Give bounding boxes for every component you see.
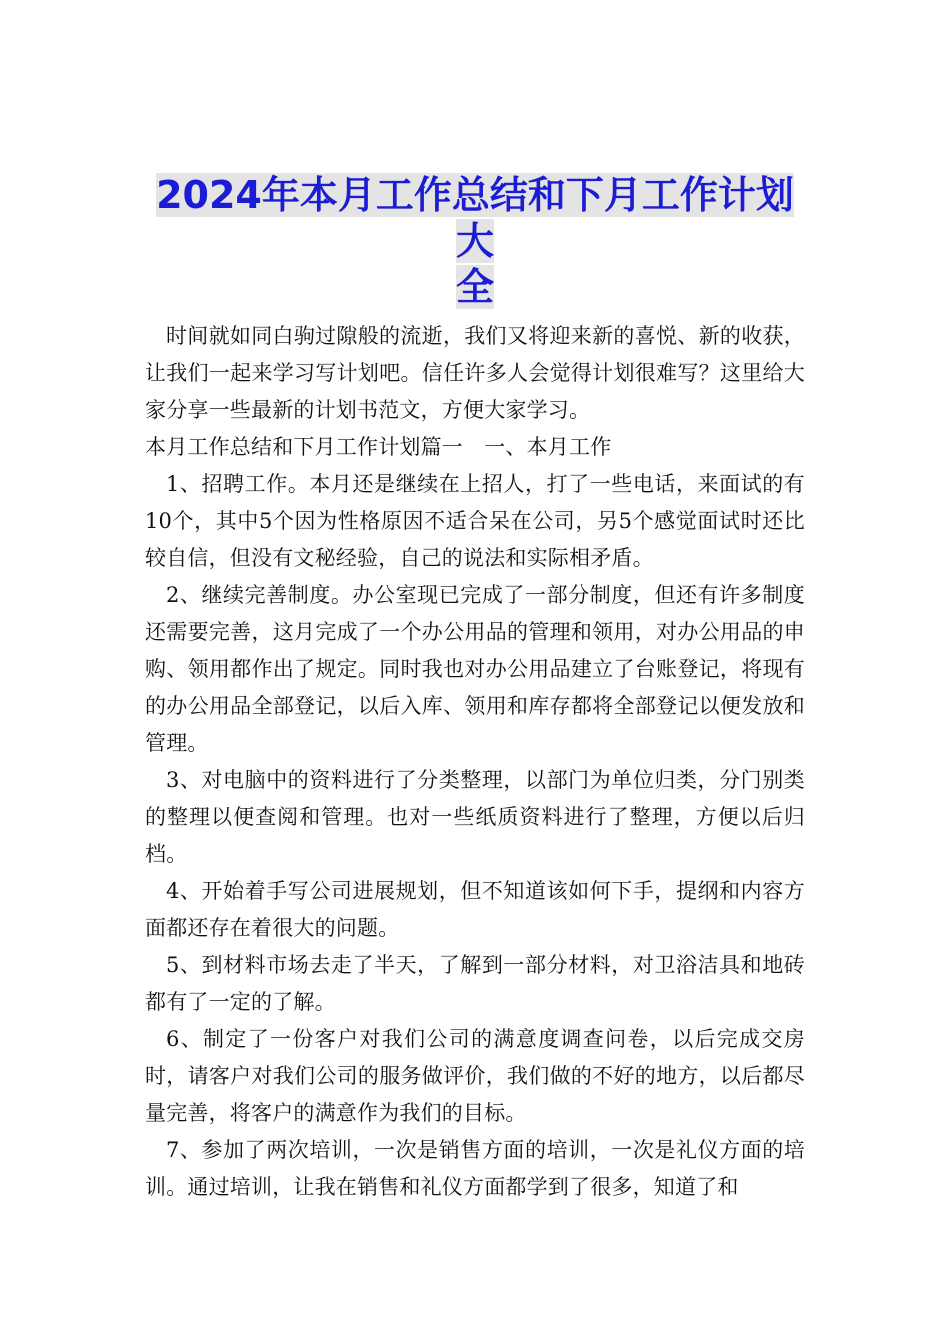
title-line-2: 全 (455, 265, 494, 309)
item-paragraph-1: 1、招聘工作。本月还是继续在上招人，打了一些电话，来面试的有10个，其中5个因为性格原因不适合呆在公司，另5个感觉面试时还比较自信，但没有文秘经验，自己的说法和实际相矛盾。 (145, 472, 805, 570)
item-paragraph-5: 5、到材料市场去走了半天，了解到一部分材料，对卫浴洁具和地砖都有了一定的了解。 (145, 953, 805, 1014)
intro-paragraph: 时间就如同白驹过隙般的流逝，我们又将迎来新的喜悦、新的收获，让我们一起来学习写计划吧。信任许多人会觉得计划很难写？这里给大家分享一些最新的计划书范文，方便大家学习。 (145, 324, 805, 422)
item-paragraph-3: 3、对电脑中的资料进行了分类整理，以部门为单位归类，分门别类的整理以便查阅和管理。也对一些纸质资料进行了整理，方便以后归档。 (145, 768, 805, 866)
item-paragraph-4: 4、开始着手写公司进展规划，但不知道该如何下手，提纲和内容方面都还存在着很大的问题。 (145, 879, 805, 940)
item-paragraph-7: 7、参加了两次培训，一次是销售方面的培训，一次是礼仪方面的培训。通过培训，让我在销售和礼仪方面都学到了很多，知道了和 (145, 1138, 805, 1199)
item-paragraph-2: 2、继续完善制度。办公室现已完成了一部分制度，但还有许多制度还需要完善，这月完成了一个办公用品的管理和领用，对办公用品的申购、领用都作出了规定。同时我也对办公用品建立了台账登记，将现有的办公用品全部登记，以后入库、领用和库存都将全部登记以便发放和管理。 (145, 583, 805, 755)
document-title (140, 172, 810, 310)
title-line-1: 2024年本月工作总结和下月工作计划大 (156, 173, 794, 263)
item-paragraph-6: 6、制定了一份客户对我们公司的满意度调查问卷，以后完成交房时，请客户对我们公司的服务做评价，我们做的不好的地方，以后都尽量完善，将客户的满意作为我们的目标。 (145, 1027, 805, 1125)
section-heading: 本月工作总结和下月工作计划篇一 一、本月工作 (145, 435, 612, 459)
document-body (145, 318, 805, 1206)
